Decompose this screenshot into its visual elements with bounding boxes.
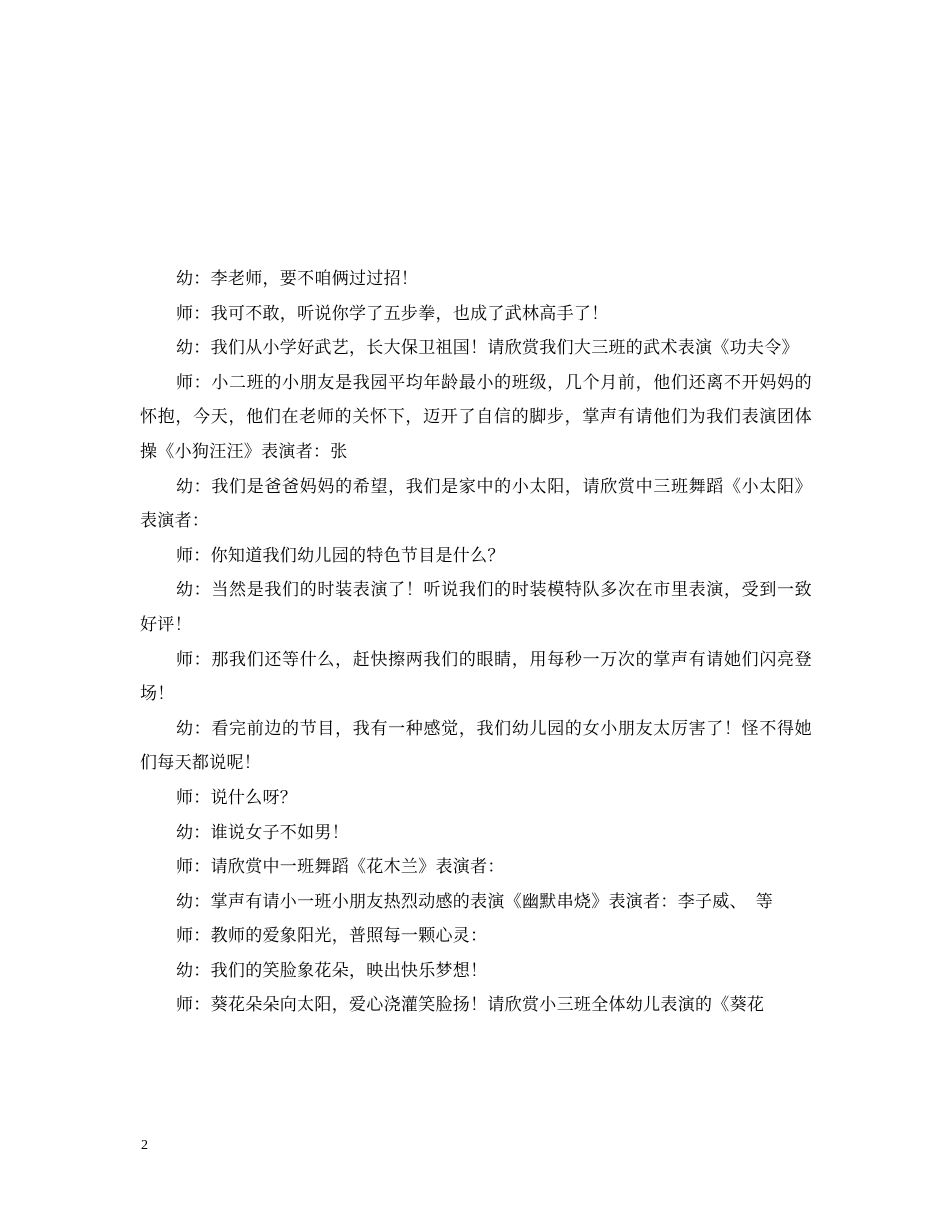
page-number: 2	[141, 1138, 148, 1153]
paragraph: 师：葵花朵朵向太阳，爱心浇灌笑脸扬！请欣赏小三班全体幼儿表演的《葵花	[176, 995, 765, 1016]
paragraph: 幼：我们是爸爸妈妈的希望，我们是家中的小太阳，请欣赏中三班舞蹈《小太阳》表演者：	[140, 476, 812, 532]
paragraph: 幼：李老师，要不咱俩过过招！	[176, 269, 419, 289]
paragraph: 幼：掌声有请小一班小朋友热烈动感的表演《幽默串烧》表演者：李子威、 等	[176, 891, 773, 912]
paragraph: 师：请欣赏中一班舞蹈《花木兰》表演者：	[176, 857, 505, 878]
paragraph: 师：说什么呀？	[176, 787, 298, 808]
paragraph: 师：小二班的小朋友是我园平均年龄最小的班级，几个月前，他们还离不开妈妈的怀抱，今天，他们在老师的关怀下，迈开了自信的脚步，掌声有请他们为我们表演团体操《小狗汪汪》表演者：张	[140, 372, 812, 462]
paragraph: 幼：我们的笑脸象花朵，映出快乐梦想！	[176, 960, 488, 981]
paragraph: 幼：当然是我们的时装表演了！听说我们的时装模特队多次在市里表演，受到一致好评！	[140, 580, 812, 635]
paragraph: 幼：看完前边的节目，我有一种感觉，我们幼儿园的女小朋友太厉害了！怪不得她们每天都说呢！	[140, 718, 812, 774]
paragraph: 幼：谁说女子不如男！	[176, 822, 349, 843]
paragraph: 师：教师的爱象阳光，普照每一颗心灵：	[176, 926, 488, 947]
paragraph: 师：那我们还等什么，赶快擦两我们的眼睛，用每秒一万次的掌声有请她们闪亮登场！	[140, 649, 812, 705]
paragraph: 师：你知道我们幼儿园的特色节目是什么？	[176, 545, 505, 566]
paragraph: 幼：我们从小学好武艺，长大保卫祖国！请欣赏我们大三班的武术表演《功夫令》	[176, 338, 799, 359]
paragraph: 师：我可不敢，听说你学了五步拳，也成了武林高手了！	[176, 303, 609, 324]
body-text	[140, 262, 812, 1023]
